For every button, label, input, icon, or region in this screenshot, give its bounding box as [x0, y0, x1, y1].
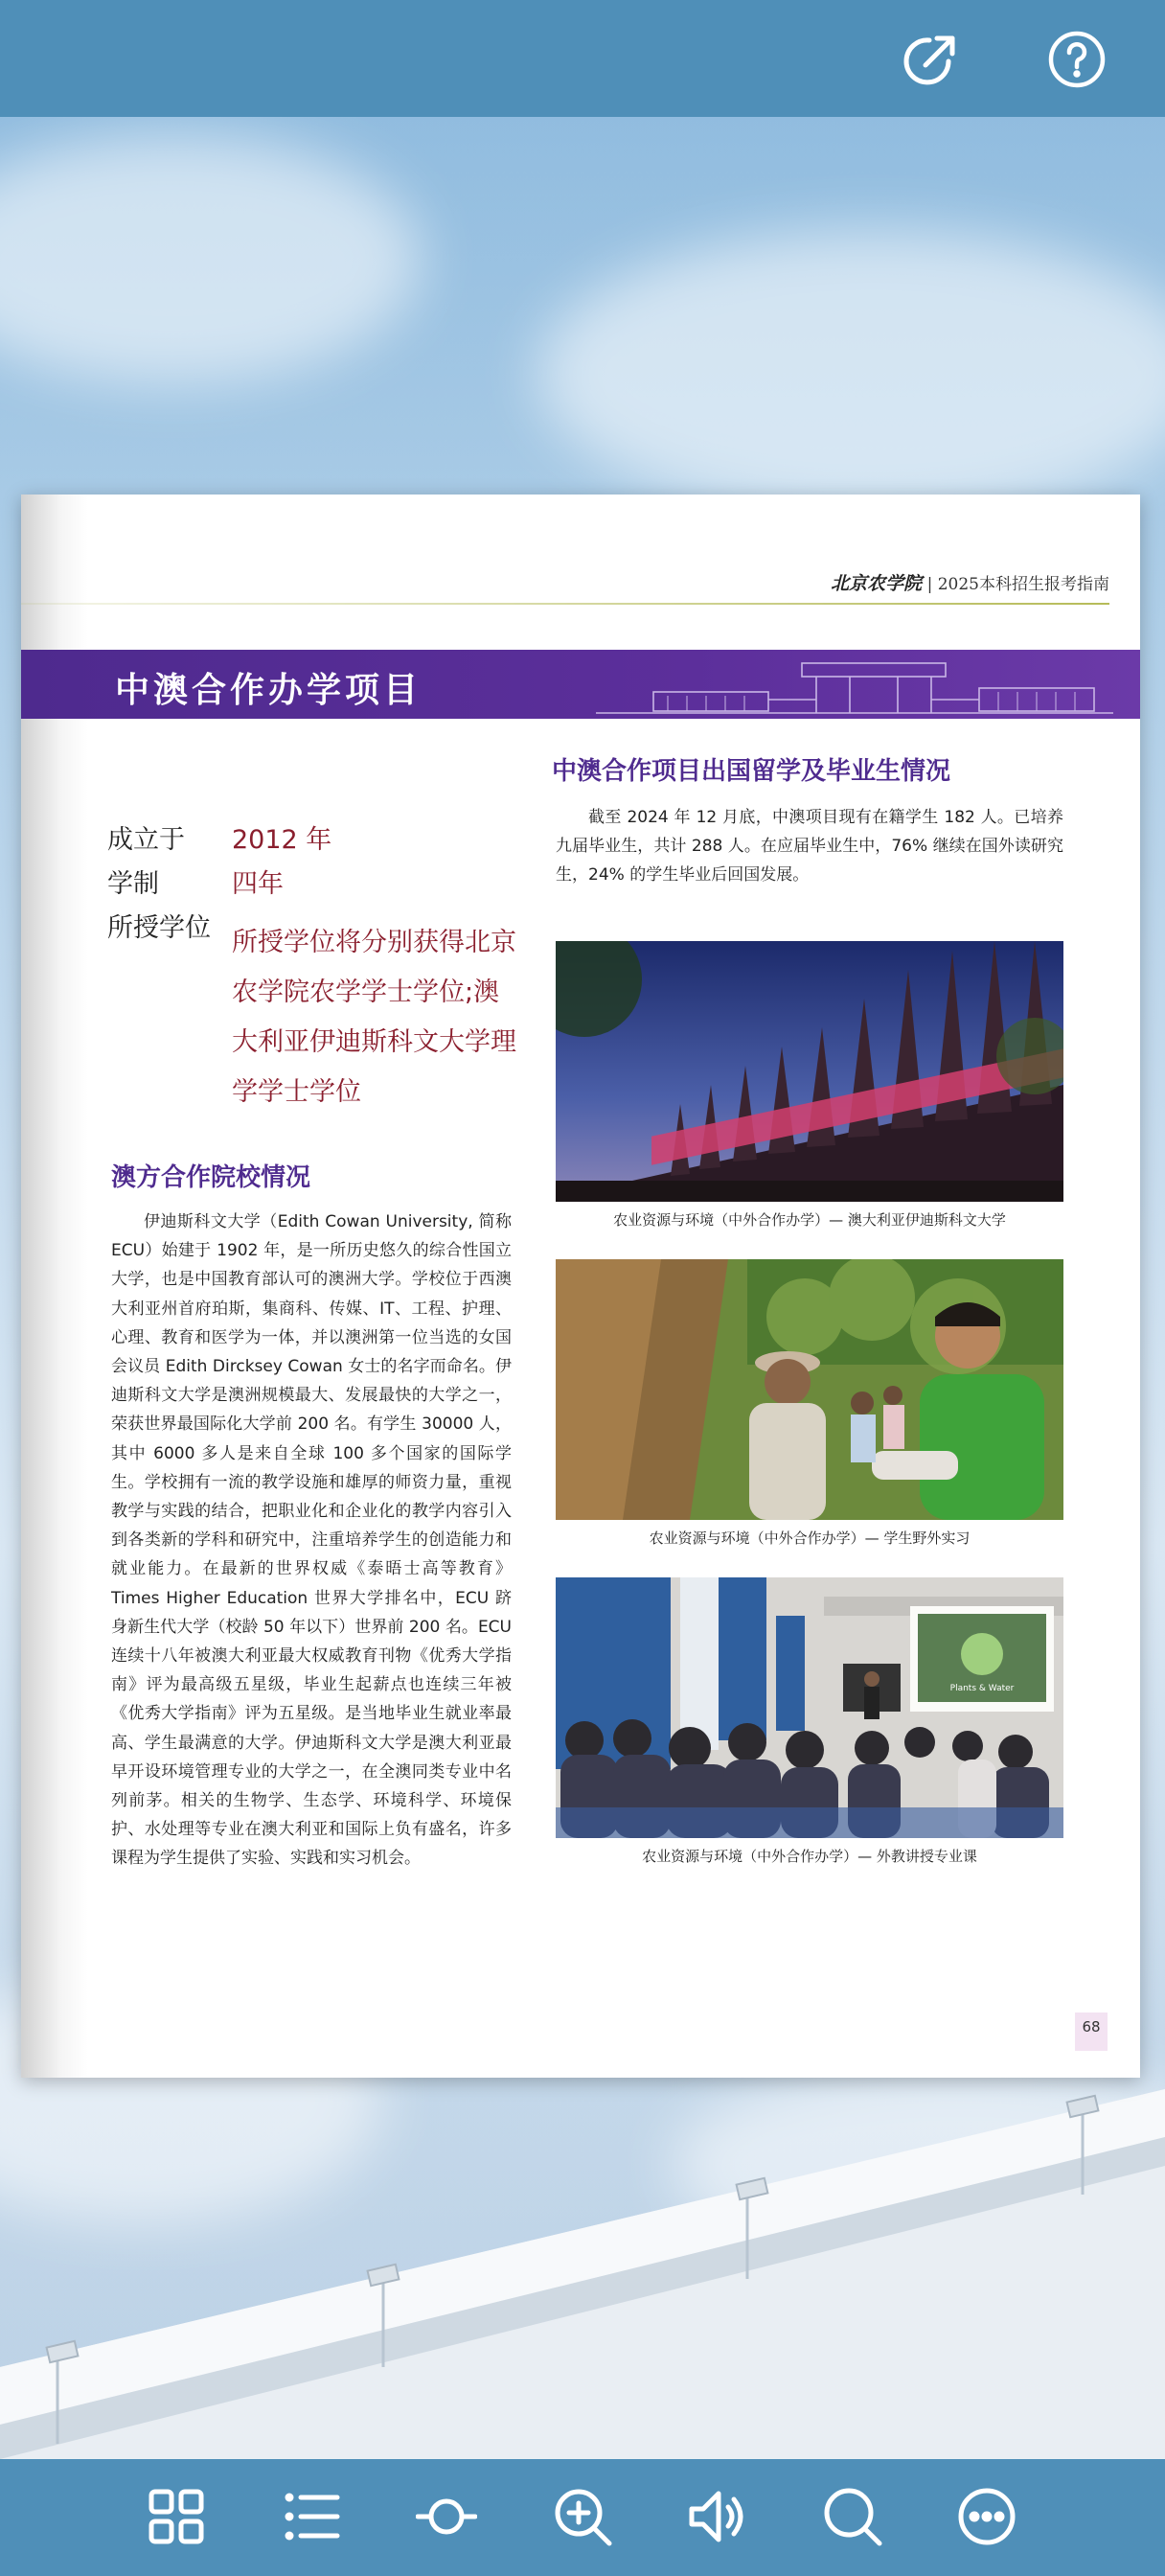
- study-section-title: 中澳合作项目出国留学及毕业生情况: [552, 757, 951, 786]
- page-number: 68: [1075, 2012, 1108, 2051]
- caption-ecu-campus: 农业资源与环境（中外合作办学）— 澳大利亚伊迪斯科文大学: [613, 1211, 1006, 1229]
- banner-title: 中澳合作办学项目: [115, 670, 423, 710]
- classroom-slide-text: Plants & Water: [949, 1684, 1015, 1693]
- founded-label: 成立于: [107, 825, 185, 855]
- background-cloud: [0, 134, 422, 383]
- top-toolbar: [0, 0, 1165, 117]
- university-logo-text: 北京农学院: [831, 573, 923, 594]
- more-icon[interactable]: [950, 2480, 1023, 2553]
- partner-section-title: 澳方合作院校情况: [111, 1163, 311, 1192]
- duration-label: 学制: [107, 869, 159, 899]
- autoplay-icon[interactable]: [410, 2480, 483, 2553]
- thumbnails-icon[interactable]: [140, 2480, 213, 2553]
- header-divider: [21, 603, 1109, 605]
- zoom-in-icon[interactable]: [546, 2480, 619, 2553]
- book-page: [21, 494, 1140, 2078]
- caption-field-practice: 农业资源与环境（中外合作办学）— 学生野外实习: [649, 1530, 971, 1547]
- campus-gate-illustration: [596, 657, 1113, 719]
- caption-classroom: 农业资源与环境（中外合作办学）— 外教讲授专业课: [642, 1848, 977, 1865]
- share-icon[interactable]: [895, 23, 968, 96]
- page-header: [831, 569, 1109, 595]
- header-title: 2025本科招生报考指南: [937, 575, 1109, 594]
- header-separator: |: [926, 575, 933, 594]
- sound-icon[interactable]: [680, 2480, 753, 2553]
- founded-value: 2012 年: [232, 825, 332, 855]
- photo-classroom: [556, 1577, 1063, 1838]
- partner-description: 伊迪斯科文大学（Edith Cowan University, 简称ECU）始建于 1902 年，是一所历史悠久的综合性国立大学，也是中国教育部认可的澳洲大学。学校位于西澳大利亚州首府珀斯，集商科、传媒、IT、工程、护理、心理、教育和医学为一体，并以澳洲第一位当选的女国会议员 Edith Dircksey Cowan 女士的名字而命名。伊迪斯科文大学是澳洲规模最大、发展最快的大学之一，荣获世界最国际化大学前 200 名。有学生 30000 人，其中 6000 多人是来自全球 100 多个国家的国际学生。学校拥有一流的教学设施和雄厚的师资力量，重视教学与实践的结合，把职业化和企业化的教学内容引入到各类新的学科和研究中，注重培养学生的创造能力和就业能力。在最新的世界权威《泰晤士高等教育》Times Higher Education 世界大学排名中，ECU 跻身新生代大学（校龄 50 年以下）世界前 200 名。ECU 连续十八年被澳大利亚最大权威教育刊物《优秀大学指南》评为最高级五星级，毕业生起薪点也连续三年被《优秀大学指南》评为五星级。是当地毕业生就业率最高、学生最满意的大学。伊迪斯科文大学是澳大利亚最早开设环境管理专业的大学之一，在全澳同类专业中名列前茅。相关的生物学、生态学、环境科学、环境保护、水处理等专业在澳大利亚和国际上负有盛名，许多课程为学生提供了实验、实践和实习机会。: [111, 1212, 512, 1869]
- help-icon[interactable]: [1040, 23, 1113, 96]
- bottom-toolbar: [0, 2459, 1165, 2576]
- degree-label: 所授学位: [107, 913, 211, 943]
- search-icon[interactable]: [816, 2480, 889, 2553]
- section-banner: [21, 650, 1140, 719]
- photo-field-practice: [556, 1259, 1063, 1520]
- duration-value: 四年: [232, 869, 284, 899]
- degree-value: 所授学位将分别获得北京农学院农学学士学位;澳大利亚伊迪斯科文大学理学学士学位: [232, 928, 516, 1107]
- background-building: [0, 2051, 1165, 2459]
- study-description: 截至 2024 年 12 月底，中澳项目现有在籍学生 182 人。已培养九届毕业生，共计 288 人。在应届毕业生中，76% 继续在国外读研究生，24% 的学生毕业后回国发展。: [556, 808, 1063, 886]
- page-fold-shadow: [21, 494, 88, 2078]
- photo-ecu-campus: [556, 941, 1063, 1202]
- toc-icon[interactable]: [276, 2480, 349, 2553]
- background-cloud: [537, 230, 1165, 518]
